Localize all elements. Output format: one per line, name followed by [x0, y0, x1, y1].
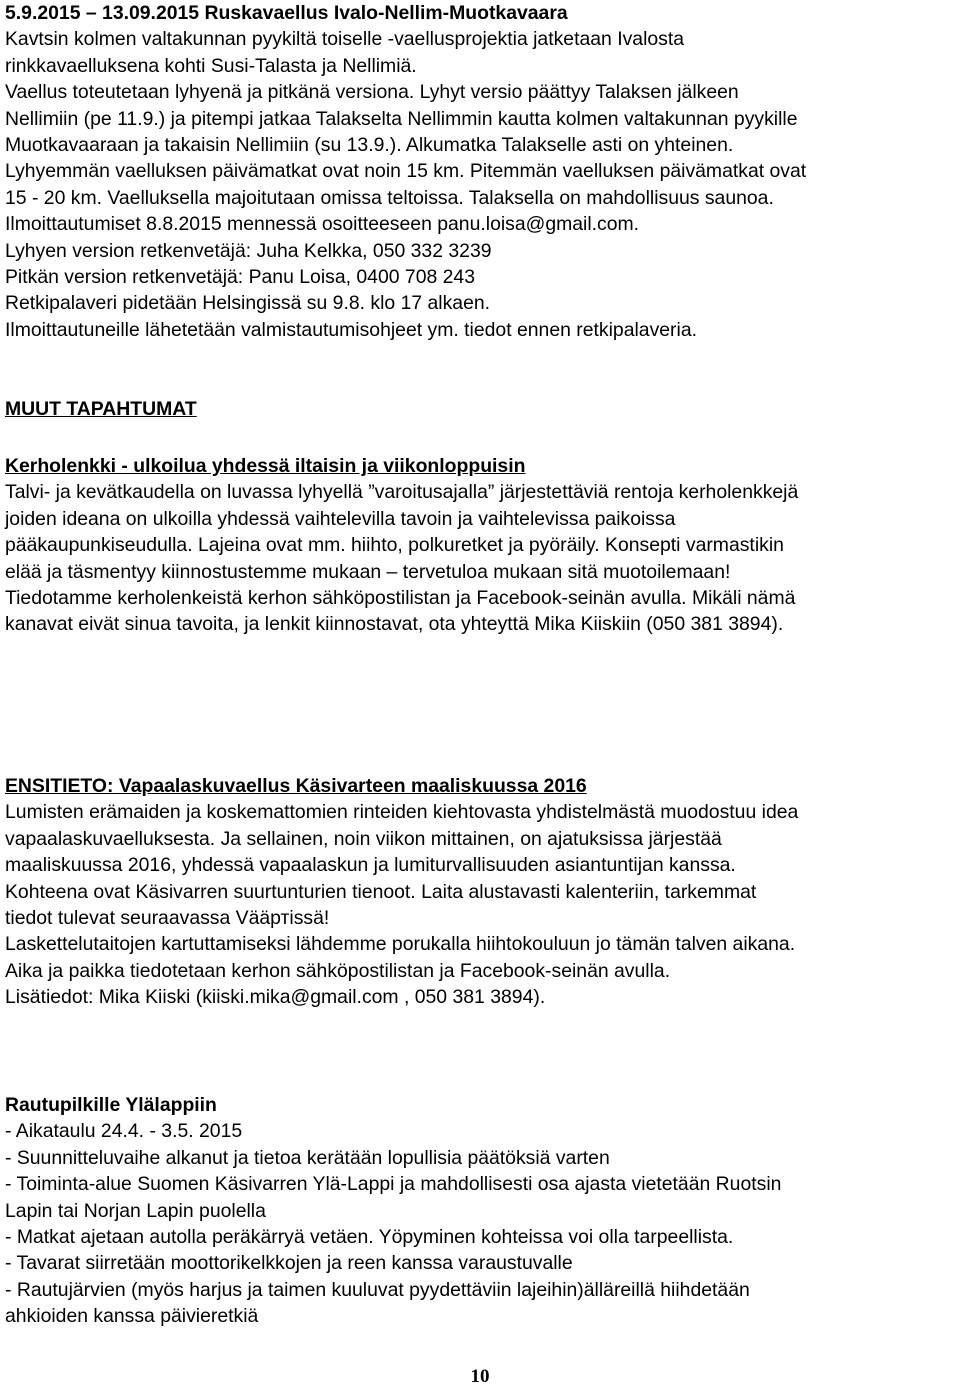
- preinfo-line: Lumisten erämaiden ja koskemattomien rinteiden kiehtovasta yhdistelmästä muodostuu idea: [5, 801, 799, 824]
- trek-line: Vaellus toteutetaan lyhyenä ja pitkänä versiona. Lyhyt versio päättyy Talaksen jälkeen: [5, 81, 739, 104]
- iron-fishing-line: - Suunnitteluvaihe alkanut ja tietoa kerätään lopullisia päätöksiä varten: [5, 1146, 610, 1169]
- trek-line: Lyhyemmän vaelluksen päivämatkat ovat noin 15 km. Pitemmän vaelluksen päivämatkat ovat: [5, 160, 807, 183]
- iron-fishing-section: [5, 1092, 781, 1330]
- other-events-heading: MUUT TAPAHTUMAT: [5, 398, 197, 420]
- trek-line: 15 - 20 km. Vaelluksella majoitutaan omissa teltoissa. Talaksella on mahdollisuus saunoa.: [5, 186, 774, 209]
- preinfo-line: Kohteena ovat Käsivarren suurtunturien tienoot. Laita alustavasti kalenteriin, tarkemmat: [5, 880, 757, 903]
- iron-fishing-line: ahkioiden kanssa päivieretkiä: [5, 1305, 259, 1328]
- club-runs-line: Talvi- ja kevätkaudella on luvassa lyhyellä ”varoitusajalla” järjestettäviä rentoja kerholenkkejä: [5, 481, 799, 504]
- trek-heading: 5.9.2015 – 13.09.2015 Ruskavaellus Ivalo-Nellim-Muotkavaara: [5, 2, 568, 24]
- trek-line: Retkipalaveri pidetään Helsingissä su 9.8. klo 17 alkaen.: [5, 292, 491, 315]
- iron-fishing-line: - Matkat ajetaan autolla peräkärryä vetäen. Yöpyminen kohteissa voi olla tarpeellista.: [5, 1226, 734, 1249]
- trek-line: Ilmoittautumiset 8.8.2015 mennessä osoitteeseen panu.loisa@gmail.com.: [5, 213, 640, 236]
- preinfo-line: Lisätiedot: Mika Kiiski (kiiski.mika@gmail.com , 050 381 3894).: [5, 986, 546, 1009]
- club-runs-line: joiden ideana on ulkoilla yhdessä vaihtelevilla tavoin ja vaihtelevissa paikoissa: [5, 507, 676, 530]
- iron-fishing-line: - Tavarat siirretään moottorikelkkojen ja reen kanssa varaustuvalle: [5, 1252, 573, 1275]
- iron-fishing-line: - Rautujärvien (myös harjus ja taimen kuuluvat pyydettäviin lajeihin)älläreillä hiihdetään: [5, 1278, 750, 1301]
- trek-line: Nellimiin (pe 11.9.) ja pitempi jatkaa Talakselta Nellimmin kautta kolmen valtakunnan pyykille: [5, 107, 798, 130]
- iron-fishing-heading: Rautupilkille Ylälappiin: [5, 1094, 217, 1116]
- page-number: 10: [470, 1366, 490, 1387]
- trek-line: Muotkavaaraan ja takaisin Nellimiin (su 13.9.). Alkumatka Talakselle asti on yhteinen.: [5, 134, 734, 157]
- trek-line: Ilmoittautuneille lähetetään valmistautumisohjeet ym. tiedot ennen retkipalaveria.: [5, 318, 697, 341]
- preinfo-line: vapaalaskuvaelluksesta. Ja sellainen, noin viikon mittainen, on ajatuksissa järjestää: [5, 827, 722, 850]
- club-runs-line: pääkaupunkiseudulla. Lajeina ovat mm. hiihto, polkuretket ja pyöräily. Konsepti varmastikin: [5, 534, 784, 557]
- preinfo-line: maaliskuussa 2016, yhdessä vapaalaskun ja lumiturvallisuuden asiantuntijan kanssa.: [5, 854, 736, 877]
- preinfo-heading: ENSITIETO: Vapaalaskuvaellus Käsivarteen maaliskuussa 2016: [5, 775, 587, 797]
- autumn-trek-section: [5, 0, 806, 343]
- preinfo-section: [5, 773, 798, 1011]
- trek-line: Lyhyen version retkenvetäjä: Juha Kelkka, 050 332 3239: [5, 239, 492, 262]
- preinfo-line: Laskettelutaitojen kartuttamiseksi lähdemme porukalla hiihtokouluun jo tämän talven aikana.: [5, 933, 796, 956]
- other-events-section: [5, 396, 197, 422]
- club-runs-line: elää ja täsmentyy kiinnostustemme mukaan – tervetuloa mukaan sitä muotoilemaan!: [5, 560, 731, 583]
- iron-fishing-line: - Toiminta-alue Suomen Käsivarren Ylä-Lappi ja mahdollisesti osa ajasta vietetään Ruotsin: [5, 1173, 782, 1196]
- preinfo-line: Aika ja paikka tiedotetaan kerhon sähköpostilistan ja Facebook-seinän avulla.: [5, 959, 671, 982]
- iron-fishing-line: Lapin tai Norjan Lapin puolella: [5, 1199, 266, 1222]
- trek-line: rinkkavaelluksena kohti Susi-Talasta ja Nellimiä.: [5, 54, 417, 77]
- club-runs-section: [5, 453, 798, 638]
- trek-line: Kavtsin kolmen valtakunnan pyykiltä toiselle -vaellusprojektia jatketaan Ivalosta: [5, 28, 685, 51]
- preinfo-line: tiedot tulevat seuraavassa Vääртissä!: [5, 907, 330, 930]
- club-runs-line: Tiedotamme kerholenkeistä kerhon sähköpostilistan ja Facebook-seinän avulla. Mikäli nämä: [5, 587, 796, 610]
- club-runs-heading: Kerholenkki - ulkoilua yhdessä iltaisin ja viikonloppuisin: [5, 455, 526, 477]
- iron-fishing-line: - Aikataulu 24.4. - 3.5. 2015: [5, 1120, 243, 1143]
- trek-line: Pitkän version retkenvetäjä: Panu Loisa, 0400 708 243: [5, 266, 476, 289]
- club-runs-line: kanavat eivät sinua tavoita, ja lenkit kiinnostavat, ota yhteyttä Mika Kiiskiin (050 381 3894).: [5, 613, 784, 636]
